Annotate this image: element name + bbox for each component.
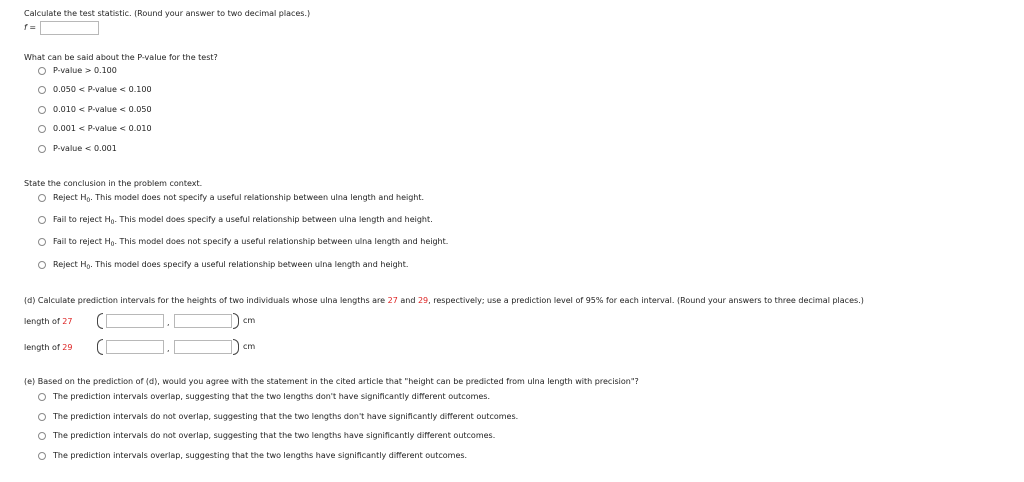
interval-prompt: (d) Calculate prediction intervals for the heights of two individuals whose ulna lengths are 27 and 29, respectively; use a prediction level of 95% for each interval. (Round your answers to three decimal places.) [24, 296, 864, 305]
agreement-option-label: The prediction intervals overlap, suggesting that the two lengths have significantly different outcomes. [53, 451, 468, 460]
agreement-radio-2[interactable] [38, 413, 46, 421]
pvalue-radio-5[interactable] [38, 145, 46, 153]
pvalue-radio-1[interactable] [38, 67, 46, 75]
conclusion-radio-4[interactable] [38, 261, 46, 269]
conclusion-option-label: Fail to reject $H_0$. This model does specify a useful relationship between ulna length and height. [53, 215, 433, 226]
stat-input[interactable] [40, 21, 99, 35]
agreement-option-label: The prediction intervals do not overlap, suggesting that the two lengths have significantly different outcomes. [53, 431, 496, 440]
interval-27-lower-input[interactable] [106, 314, 164, 328]
right-paren [233, 313, 239, 329]
pvalue-radio-4[interactable] [38, 125, 46, 133]
unit-label: cm [243, 316, 256, 325]
pvalue-option-label: P-value > 0.100 [53, 66, 117, 75]
interval-29-lower-input[interactable] [106, 340, 164, 354]
conclusion-prompt: State the conclusion in the problem context. [24, 179, 203, 188]
agreement-option-label: The prediction intervals do not overlap, suggesting that the two lengths don't have significantly different outcomes. [53, 412, 519, 421]
conclusion-option-label: Fail to reject $H_0$. This model does not specify a useful relationship between ulna length and height. [53, 237, 449, 248]
stat-prompt: Calculate the test statistic. (Round your answer to two decimal places.) [24, 9, 311, 18]
pvalue-option-label: 0.050 < P-value < 0.100 [53, 85, 152, 94]
agreement-radio-4[interactable] [38, 452, 46, 460]
interval-row-label: length of 29 [24, 343, 73, 352]
conclusion-option-label: Reject $H_0$. This model does not specify a useful relationship between ulna length and height. [53, 193, 425, 204]
agreement-radio-1[interactable] [38, 393, 46, 401]
comma: , [167, 344, 170, 353]
unit-label: cm [243, 342, 256, 351]
interval-row-label: length of 27 [24, 317, 73, 326]
interval-29-upper-input[interactable] [174, 340, 232, 354]
pvalue-radio-3[interactable] [38, 106, 46, 114]
conclusion-radio-2[interactable] [38, 216, 46, 224]
pvalue-option-label: 0.010 < P-value < 0.050 [53, 105, 152, 114]
pvalue-radio-2[interactable] [38, 86, 46, 94]
conclusion-radio-1[interactable] [38, 194, 46, 202]
pvalue-option-label: P-value < 0.001 [53, 144, 117, 153]
left-paren [97, 339, 103, 355]
conclusion-option-label: Reject $H_0$. This model does specify a useful relationship between ulna length and height. [53, 260, 409, 271]
right-paren [233, 339, 239, 355]
agreement-prompt: (e) Based on the prediction of (d), would you agree with the statement in the cited article that "height can be predicted from ulna length with precision"? [24, 377, 639, 386]
pvalue-question: What can be said about the P-value for the test? [24, 53, 218, 62]
left-paren [97, 313, 103, 329]
interval-27-upper-input[interactable] [174, 314, 232, 328]
agreement-option-label: The prediction intervals overlap, suggesting that the two lengths don't have significantly different outcomes. [53, 392, 491, 401]
agreement-radio-3[interactable] [38, 432, 46, 440]
comma: , [167, 318, 170, 327]
pvalue-option-label: 0.001 < P-value < 0.010 [53, 124, 152, 133]
conclusion-radio-3[interactable] [38, 238, 46, 246]
stat-label: f = [24, 23, 37, 32]
